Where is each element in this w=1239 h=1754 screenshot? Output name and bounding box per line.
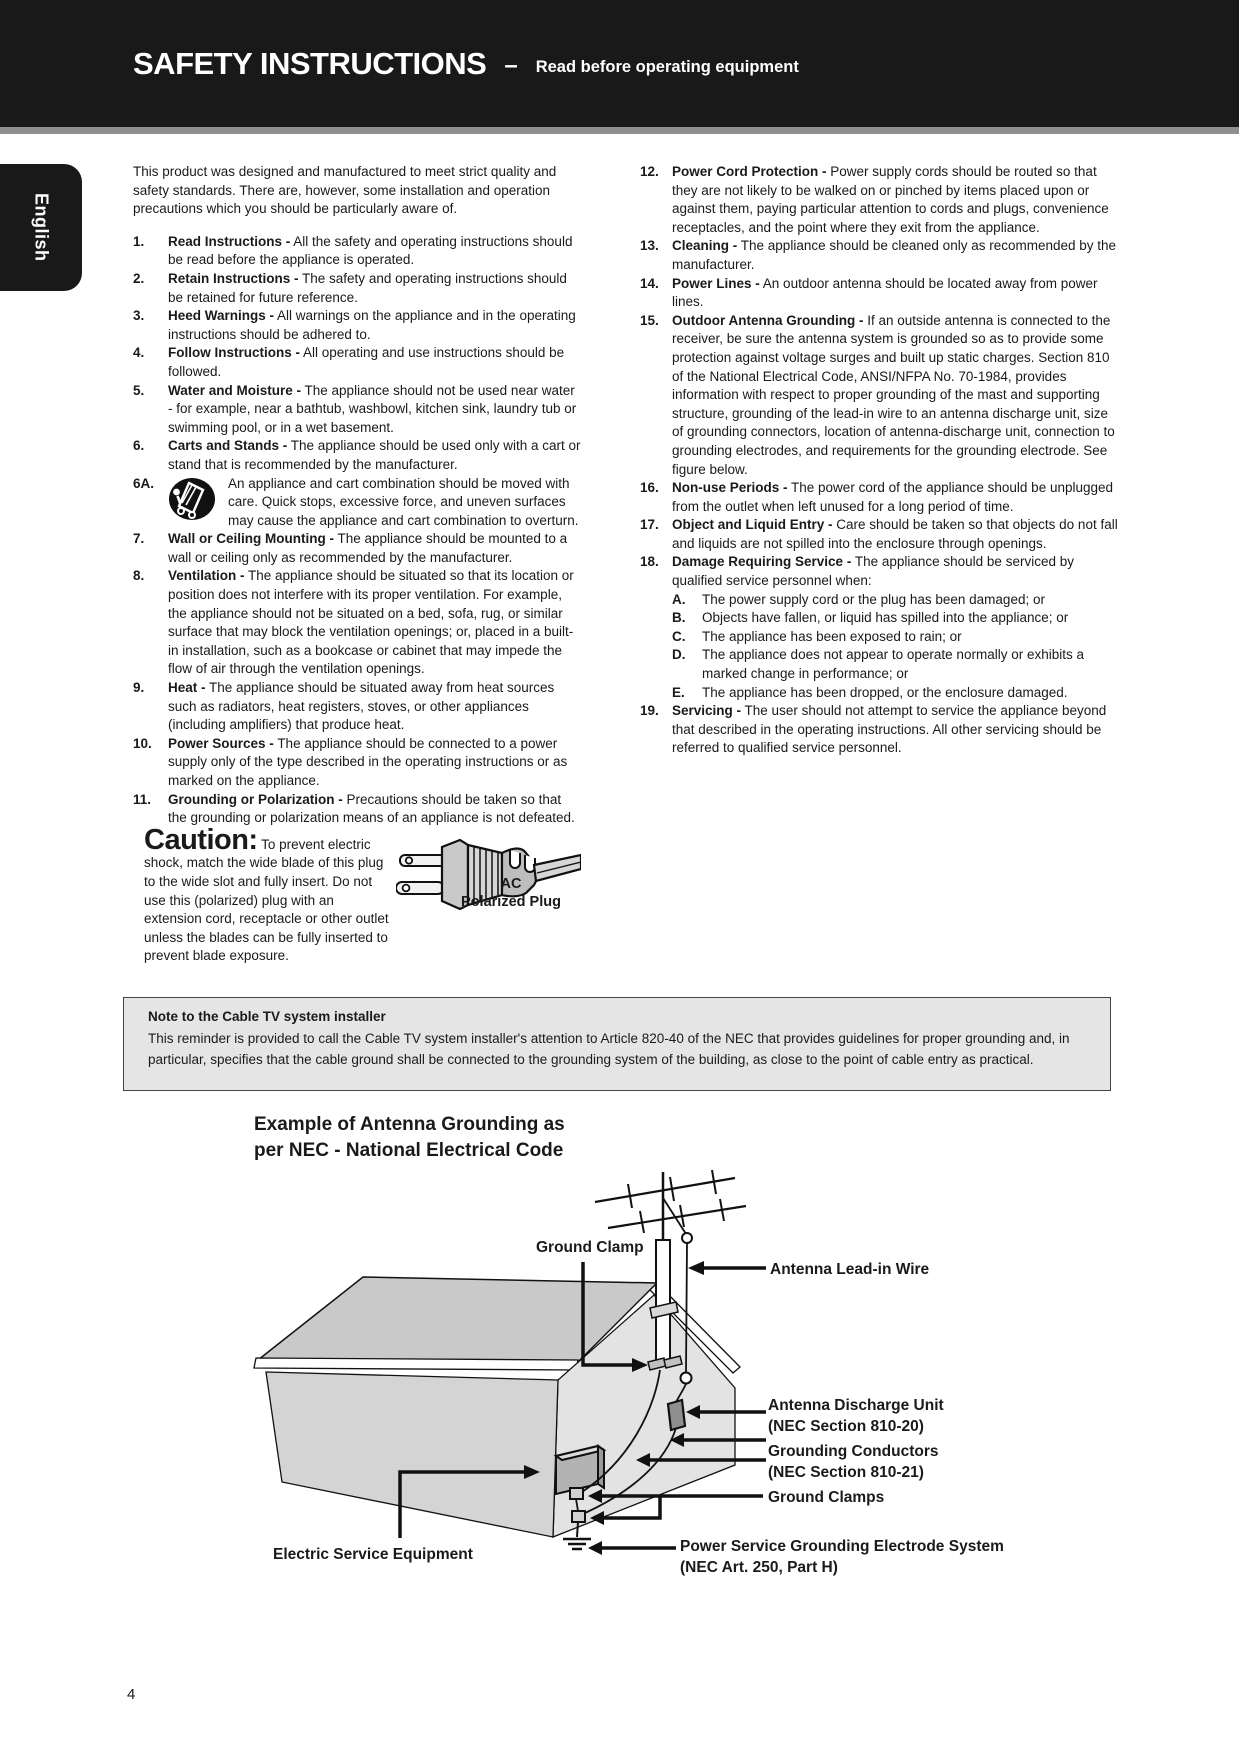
header-title-row (133, 0, 799, 127)
instruction-item: 6. Carts and Stands - The appliance should be used only with a cart or stand that is recommended by the manufacturer. (133, 438, 581, 472)
instruction-item: 8. Ventilation - The appliance should be situated so that its location or position does not interfere with its proper ventilation. For example, the appliance should not be situated on a bed, sofa, rug, or similar surface that may block the ventilation openings; or, placed in a built-in installation, such as a bookcase or cabinet that may impede the flow of air through the ventilation openings. (133, 568, 574, 677)
sub-item: E. The appliance has been dropped, or the enclosure damaged. (672, 684, 1068, 700)
title-dash: – (504, 51, 518, 79)
page-subtitle: Read before operating equipment (535, 58, 799, 76)
sub-item: A. The power supply cord or the plug has been damaged; or (672, 591, 1045, 607)
instruction-item: 13. Cleaning - The appliance should be cleaned only as recommended by the manufacturer. (640, 238, 1117, 272)
caution-text: To prevent electric shock, match the wide blade of this plug to the wide slot and fully insert. Do not use this (polarized) plug with an extension cord, receptacle or other outlet unless the blades can be fully inserted to prevent blade exposure. (144, 836, 389, 964)
label-electric-service-equipment: Electric Service Equipment (273, 1546, 473, 1563)
header-divider (0, 127, 1239, 134)
note-body: This reminder is provided to call the Cable TV system installer's attention to Article 820-40 of the NEC that provides guidelines for proper grounding and, in particular, specifies that the cable ground shall be connected to the grounding system of the building, as close to the point of cable entry as practical. (148, 1030, 1070, 1067)
diagram-heading: Example of Antenna Grounding as per NEC - National Electrical Code (254, 1114, 565, 1161)
instruction-item: 14. Power Lines - An outdoor antenna should be located away from power lines. (640, 275, 1098, 310)
instruction-item: 3. Heed Warnings - All warnings on the appliance and in the operating instructions should be adhered to. (133, 308, 576, 342)
caution-heading: Caution: (144, 823, 258, 856)
instruction-item: 15. Outdoor Antenna Grounding - If an outside antenna is connected to the receiver, be sure the antenna system is grounded so as to provide some protection against voltage surges and built up static charges. Section 810 of the National Electrical Code, ANSI/NFPA No. 70-1984, provides information with respect to proper grounding of the mast and supporting structure, grounding of the lead-in wire to an antenna discharge unit, size of grounding connectors, location of antenna-discharge unit, connection to grounding electrodes, and requirements for the grounding electrode. See figure below. (640, 312, 1115, 477)
intro-paragraph: This product was designed and manufactured to meet strict quality and safety standards. There are, however, some installation and operation precautions which you should be particularly aware of. (133, 164, 557, 217)
plug-illustration-wrap (396, 831, 581, 937)
sub-item: B. Objects have fallen, or liquid has spilled into the appliance; or (672, 610, 1069, 626)
page-title: SAFETY INSTRUCTIONS (133, 45, 487, 81)
label-power-service-grounding: Power Service Grounding Electrode System (NEC Art. 250, Part H) (680, 1538, 1004, 1576)
note-title: Note to the Cable TV system installer (148, 1009, 386, 1024)
label-antenna-discharge-unit: Antenna Discharge Unit (NEC Section 810-20) (768, 1397, 944, 1435)
page-number: 4 (127, 1686, 136, 1703)
instruction-item: 2. Retain Instructions - The safety and operating instructions should be retained for future reference. (133, 270, 567, 305)
plug-caption: AC Polarized Plug (461, 875, 561, 910)
label-grounding-conductors: Grounding Conductors (NEC Section 810-21) (768, 1443, 939, 1481)
instruction-item: 9. Heat - The appliance should be situated away from heat sources such as radiators, heat registers, stoves, or other appliances (including amplifiers) that produce heat. (133, 680, 555, 733)
sub-item: D. The appliance does not appear to operate normally or exhibits a marked change in performance; or (672, 647, 1084, 682)
sub-item: C. The appliance has been exposed to rain; or (672, 628, 962, 644)
instruction-item: 1. Read Instructions - All the safety and operating instructions should be read before the appliance is operated. (133, 233, 573, 268)
label-ground-clamp: Ground Clamp (536, 1239, 644, 1256)
caution-block (144, 823, 581, 966)
left-column (133, 163, 581, 966)
label-ground-clamps: Ground Clamps (768, 1489, 885, 1506)
instruction-item: 19. Servicing - The user should not attempt to service the appliance beyond that described in the operating instructions. All other servicing should be referred to qualified service personnel. (640, 703, 1107, 756)
instruction-item: 11. Grounding or Polarization - Precautions should be taken so that the grounding or polarization means of an appliance is not defeated. (133, 791, 575, 826)
instruction-item: 7. Wall or Ceiling Mounting - The appliance should be mounted to a wall or ceiling only as recommended by the manufacturer. (133, 531, 568, 565)
language-tab (0, 164, 82, 291)
label-antenna-lead-in-wire: Antenna Lead-in Wire (770, 1261, 930, 1278)
instruction-item: 12. Power Cord Protection - Power supply cords should be routed so that they are not likely to be walked on or pinched by items placed upon or against them, paying particular attention to cords and plugs, convenience receptacles, and the point where they exit from the appliance. (640, 164, 1109, 235)
instruction-item: 17. Object and Liquid Entry - Care should be taken so that objects do not fall and liquids are not spilled into the enclosure through openings. (640, 517, 1118, 551)
instruction-item: 16. Non-use Periods - The power cord of the appliance should be unplugged from the outlet when left unused for a long period of time. (640, 480, 1114, 514)
instruction-item: 5. Water and Moisture - The appliance should not be used near water - for example, near a bathtub, washbowl, kitchen sink, laundry tub or swimming pool, or in a wet basement. (133, 382, 577, 435)
instruction-item-cart-warning: 6A. An appliance and cart combination should be moved with care. Quick stops, excessive force, and uneven surfaces may cause the appliance and cart combination to overturn. (133, 475, 579, 528)
cable-tv-note-box (123, 997, 1111, 1091)
right-column (640, 163, 1122, 758)
instruction-item-damage-service: 18. Damage Requiring Service - The appliance should be serviced by qualified service personnel when: A. The power supply cord or the plug has been damaged; or B. Objects have fallen, or liquid has spilled into the appliance; or C. The appliance has been exposed to rain; or D. The appliance does not appear to operate normally or exhibits a marked change in performance; or E. The appliance has been dropped, or the enclosure damaged. (640, 553, 1122, 702)
language-tab-label: English (31, 193, 52, 262)
instruction-item: 4. Follow Instructions - All operating and use instructions should be followed. (133, 345, 565, 379)
instruction-item: 10. Power Sources - The appliance should be connected to a power supply only of the type described in the operating instructions or as marked on the appliance. (133, 735, 568, 788)
cart-warning-icon (168, 477, 216, 521)
